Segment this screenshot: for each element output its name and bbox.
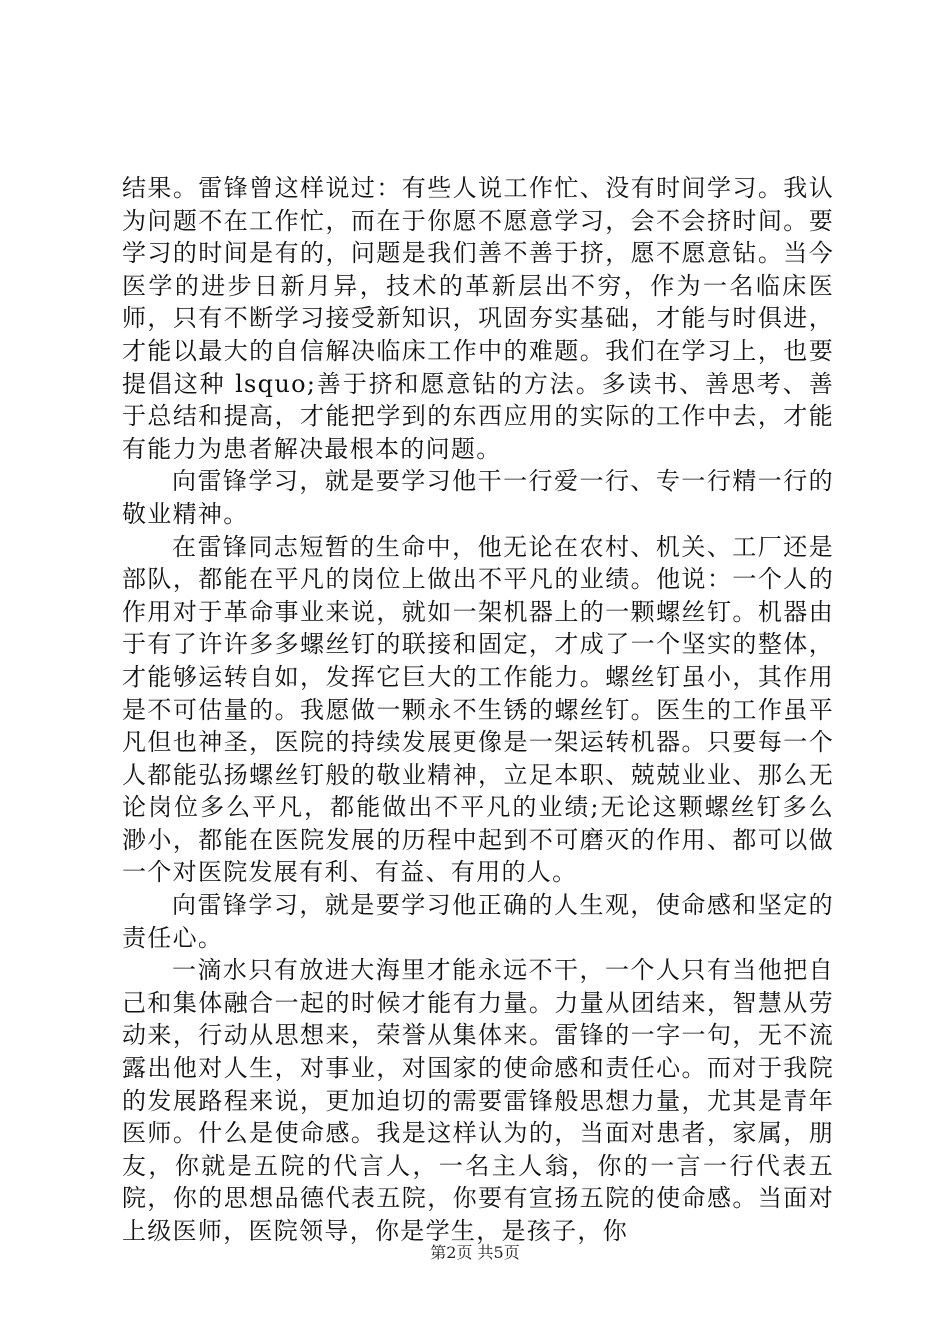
document-body xyxy=(122,172,834,1248)
paragraph-5: 一滴水只有放进大海里才能永远不干，一个人只有当他把自己和集体融合一起的时候才能有力量。力量从团结来，智慧从劳动来，行动从思想来，荣誉从集体来。雷锋的一字一句，无不流露出他对人生，对事业，对国家的使命感和责任心。而对于我院的发展路程来说，更加迫切的需要雷锋般思想力量，尤其是青年医师。什么是使命感。我是这样认为的，当面对患者，家属，朋友，你就是五院的代言人，一名主人翁，你的一言一行代表五院，你的思想品德代表五院，你要有宣扬五院的使命感。当面对上级医师，医院领导，你是学生，是孩子，你 xyxy=(122,956,834,1245)
paragraph-4: 向雷锋学习，就是要学习他正确的人生观，使命感和坚定的责任心。 xyxy=(122,891,834,952)
paragraph-3: 在雷锋同志短暂的生命中，他无论在农村、机关、工厂还是部队，都能在平凡的岗位上做出不平凡的业绩。他说：一个人的作用对于革命事业来说，就如一架机器上的一颗螺丝钉。机器由于有了许许多多螺丝钉的联接和固定，才成了一个坚实的整体，才能够运转自如，发挥它巨大的工作能力。螺丝钉虽小，其作用是不可估量的。我愿做一颗永不生锈的螺丝钉。医生的工作虽平凡但也神圣，医院的持续发展更像是一架运转机器。只要每一个人都能弘扬螺丝钉般的敬业精神，立足本职、兢兢业业、那么无论岗位多么平凡，都能做出不平凡的业绩;无论这颗螺丝钉多么渺小，都能在医院发展的历程中起到不可磨灭的作用、都可以做一个对医院发展有利、有益、有用的人。 xyxy=(122,532,834,887)
paragraph-1: 结果。雷锋曾这样说过：有些人说工作忙、没有时间学习。我认为问题不在工作忙，而在于你愿不愿意学习，会不会挤时间。要学习的时间是有的，问题是我们善不善于挤，愿不愿意钻。当今医学的进步日新月异，技术的革新层出不穷，作为一名临床医师，只有不断学习接受新知识，巩固夯实基础，才能与时俱进，才能以最大的自信解决临床工作中的难题。我们在学习上，也要提倡这种 lsquo;善于挤和愿意钻的方法。多读书、善思考、善于总结和提高，才能把学到的东西应用的实际的工作中去，才能有能力为患者解决最根本的问题。 xyxy=(122,174,834,463)
paragraph-2: 向雷锋学习，就是要学习他干一行爱一行、专一行精一行的敬业精神。 xyxy=(122,467,834,528)
page-footer: 第2页 共5页 xyxy=(430,1243,520,1262)
